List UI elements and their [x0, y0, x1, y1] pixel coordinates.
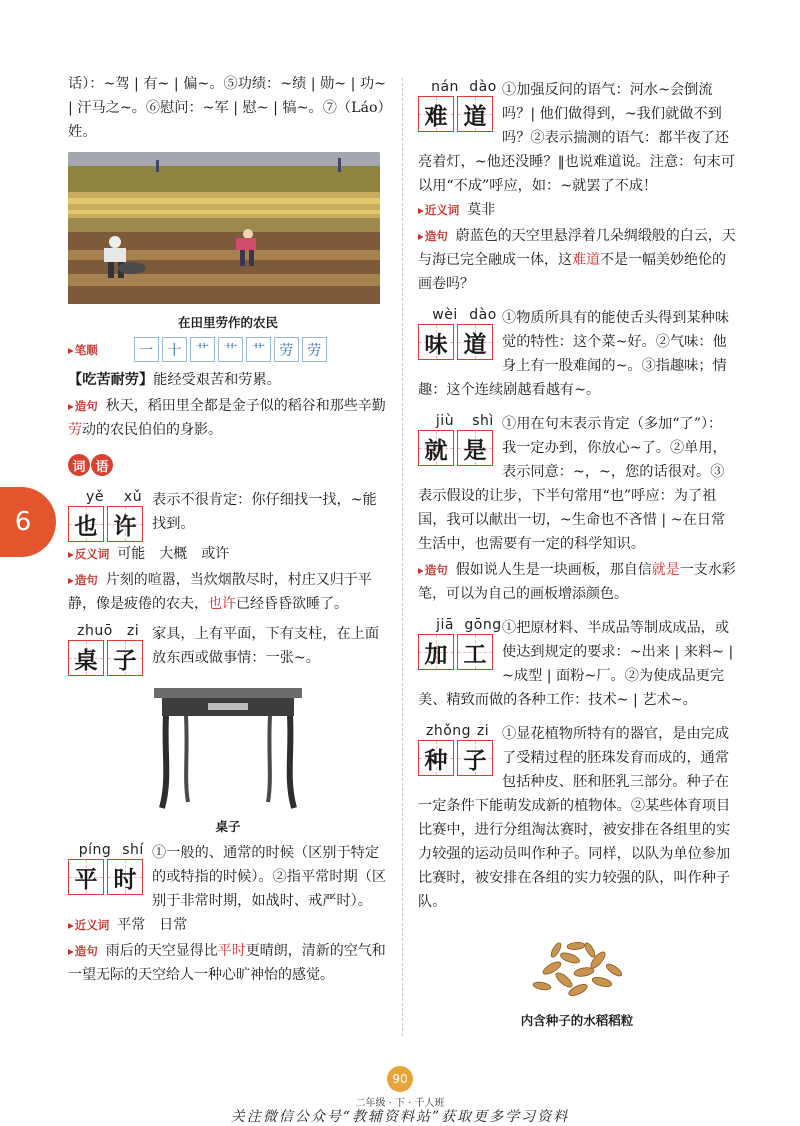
headword-char: 加 — [418, 634, 454, 670]
nandao-example — [418, 224, 736, 296]
pinyin-syllable: jiù — [435, 413, 455, 429]
example-text: 更晴朗，清新的空气和一望无际的天空给人一种心旷神怡的感觉。 — [68, 943, 386, 983]
headword — [418, 634, 496, 670]
stroke-step: 艹 — [246, 337, 271, 362]
example-label: ▸ 造句 — [68, 573, 98, 587]
definition: 家具，上有平面，下有支柱，在上面放东西或做事情：一张~。 — [152, 626, 380, 666]
pinyin-syllable: dào — [469, 79, 497, 95]
example-label: ▸ 造句 — [418, 229, 448, 243]
table-caption: 桌子 — [215, 819, 241, 834]
synonym-words: 平常 日常 — [117, 917, 188, 933]
pinyin-syllable: nán — [431, 79, 459, 95]
entry-jiushi — [418, 412, 736, 606]
headword-char: 时 — [107, 859, 143, 895]
example-text: 蔚蓝色的天空里悬浮着几朵绸缎般的白云，天与海已完全融成一体，这 — [418, 228, 736, 268]
definition: ①用在句末表示肯定（多加“了”）：我一定办到，你放心~了。②单用，表示同意：~，~，您的话很对。③表示假设的让步，下半句常用“也”呼应：为了祖国，我可以献出一切，~生命也不吝惜 | ~在日常生活中，也需要有一定的科学知识。 — [418, 416, 727, 552]
example-label: ▸ 造句 — [68, 944, 98, 958]
headword — [68, 506, 146, 542]
stroke-step: 一 — [134, 337, 159, 362]
headword — [418, 96, 496, 132]
definition: ①显花植物所特有的器官，是由完成了受精过程的胚珠发育而成的，通常包括种皮、胚和胚乳三部分。种子在一定条件下能萌发成新的植物体。②某些体育项目比赛中，进行分组淘汰赛时，被安排在各组里的实力较强的运动员叫作种子。同样，以队为单位参加比赛时，被安排在各组的实力较强的队，叫作种子队。 — [418, 726, 731, 910]
chapter-number: 6 — [14, 507, 32, 537]
example-text: 不是一幅美妙绝伦的画卷吗？ — [418, 252, 726, 292]
stroke-order-label: ▸ 笔顺 — [68, 342, 98, 358]
farmers-photo-caption: 在田里劳作的农民 — [177, 315, 278, 330]
page-number-text: 90 — [392, 1072, 408, 1086]
pinyin-syllable: shí — [122, 842, 144, 858]
headword-char: 工 — [457, 634, 493, 670]
headword — [418, 740, 496, 776]
grade-line: 二年级 · 下 · 千人班 — [355, 1098, 445, 1109]
entry-nandao — [418, 78, 736, 296]
chapter-tab — [0, 487, 56, 557]
pinyin-syllable: jiā — [436, 617, 454, 633]
headword — [418, 430, 496, 466]
definition: ①加强反问的语气：河水~会倒流吗？| 他们做得到，~我们就做不到吗？②表示揣测的语气：都半夜了还亮着灯，~他还没睡？‖也说难道说。注意：句末可以用“不成”呼应，如：~就罢了不成！ — [418, 82, 735, 194]
example-highlight: 也许 — [208, 596, 236, 612]
headword-char: 子 — [107, 640, 143, 676]
synonym-label: ▸ 近义词 — [68, 918, 109, 932]
example-text: 雨后的天空显得比 — [105, 943, 218, 959]
pinyin-syllable: xǔ — [123, 489, 143, 505]
example-highlight: 就是 — [651, 562, 680, 578]
column-divider — [402, 78, 403, 1036]
pinyin-syllable: shì — [472, 413, 494, 429]
promo-line: 关注微信公众号“教辅资料站”获取更多学习资料 — [230, 1109, 570, 1125]
definition: ①物质所具有的能使舌头得到某种味觉的特性：这个菜~好。②气味：他身上有一股难闻的~。③指趣味；情趣：这个连续剧越看越有~。 — [418, 310, 730, 398]
synonym-line — [418, 198, 736, 222]
headword-char: 许 — [107, 506, 143, 542]
antonym-label: ▸ 反义词 — [68, 547, 109, 561]
idiom-definition: 能经受艰苦和劳累。 — [153, 372, 281, 388]
headword-char: 桌 — [68, 640, 104, 676]
lao-example — [68, 394, 388, 442]
idiom-entry — [68, 368, 388, 392]
yexu-example — [68, 568, 388, 616]
headword-char: 种 — [418, 740, 454, 776]
headword-char: 难 — [418, 96, 454, 132]
definition: 表示不很肯定：你仔细找一找，~能找到。 — [152, 492, 377, 532]
stroke-order-row — [68, 337, 388, 362]
rice-grains-illustration — [418, 928, 736, 1035]
entry-zhuozi — [68, 622, 388, 835]
headword-char: 也 — [68, 506, 104, 542]
pinyin-syllable: zhuō — [77, 623, 113, 639]
page-number — [387, 1066, 413, 1092]
headword-char: 道 — [457, 324, 493, 360]
example-label: ▸ 造句 — [418, 563, 448, 577]
headword-char: 就 — [418, 430, 454, 466]
pinyin-syllable: zhǒng — [426, 723, 472, 739]
headword — [68, 640, 146, 676]
rice-grains-caption: 内含种子的水稻稻粒 — [520, 1013, 634, 1028]
example-text: 秋天，稻田里全都是金子似的稻谷和那些辛勤 — [105, 398, 386, 414]
headword-char: 平 — [68, 859, 104, 895]
pingshi-example — [68, 939, 388, 987]
entry-pingshi — [68, 841, 388, 987]
antonym-words: 可能 大概 或许 — [117, 546, 230, 562]
antonym-line — [68, 542, 388, 566]
headword-char: 道 — [457, 96, 493, 132]
entry-yexu — [68, 488, 388, 616]
farmers-photo — [68, 152, 380, 308]
example-highlight: 难道 — [572, 252, 600, 268]
example-text: 假如说人生是一块画板，那自信 — [455, 562, 652, 578]
entry-zhongzi — [418, 722, 736, 1035]
pinyin-syllable: yě — [86, 489, 104, 505]
example-highlight: 平时 — [217, 943, 246, 959]
stroke-step: 艹 — [190, 337, 215, 362]
farmers-photo-image — [68, 152, 380, 304]
headword-char: 是 — [457, 430, 493, 466]
pinyin-syllable: píng — [78, 842, 112, 858]
definition: ①把原材料、半成品等制成成品，或使达到规定的要求：~出来 | 来料~ | ~成型 | 面粉~厂。②为使成品更完美、精致而做的各种工作：技术~ | 艺术~。 — [418, 620, 734, 708]
headword — [418, 324, 496, 360]
section-badge-char: 词 — [68, 454, 90, 476]
pinyin-syllable: zi — [476, 723, 490, 739]
stroke-step: 劳 — [302, 337, 327, 362]
example-text: 已经昏昏欲睡了。 — [236, 596, 348, 612]
headword-char: 子 — [457, 740, 493, 776]
table-illustration — [68, 684, 388, 812]
synonym-label: ▸ 近义词 — [418, 203, 459, 217]
entry-weidao — [418, 306, 736, 402]
stroke-step: 十 — [162, 337, 187, 362]
entry-jiagong — [418, 616, 736, 712]
jiushi-example — [418, 558, 736, 606]
pinyin-syllable: zi — [126, 623, 140, 639]
pinyin-syllable: wèi — [432, 307, 458, 323]
pinyin-syllable: dào — [469, 307, 497, 323]
idiom-word: 【吃苦耐劳】 — [68, 372, 154, 388]
definition: ①一般的、通常的时候（区别于特定的或特指的时候）。②指平常时期（区别于非常时期，如战时、戒严时）。 — [152, 845, 387, 909]
section-header-ciyu — [68, 454, 114, 476]
synonym-line — [68, 913, 388, 937]
section-badge-char: 语 — [91, 454, 113, 476]
headword — [68, 859, 146, 895]
synonym-words: 莫非 — [467, 202, 496, 218]
left-column — [68, 72, 388, 989]
stroke-step: 劳 — [274, 337, 299, 362]
lao-definition-tail: 话）：~驾 | 有~ | 偏~。⑤功绩：~绩 | 勋~ | 功~ | 汗马之~。⑥慰问：~军 | 慰~ | 犒~。⑦（Láo）姓。 — [68, 76, 387, 140]
right-column — [418, 78, 736, 1035]
headword-char: 味 — [418, 324, 454, 360]
stroke-step: 艹 — [218, 337, 243, 362]
example-highlight: 劳 — [68, 422, 82, 438]
example-text: 一支水彩笔，可以为自己的画板增添颜色。 — [418, 562, 736, 602]
pinyin-syllable: gōng — [464, 617, 502, 633]
example-text: 动的农民伯伯的身影。 — [82, 422, 222, 438]
table-image — [148, 684, 308, 812]
example-text: 片刻的喧嚣，当炊烟散尽时，村庄又归于平静，像是疲倦的农夫， — [68, 572, 372, 612]
rice-grains-image — [512, 928, 642, 1006]
example-label: ▸ 造句 — [68, 399, 98, 413]
